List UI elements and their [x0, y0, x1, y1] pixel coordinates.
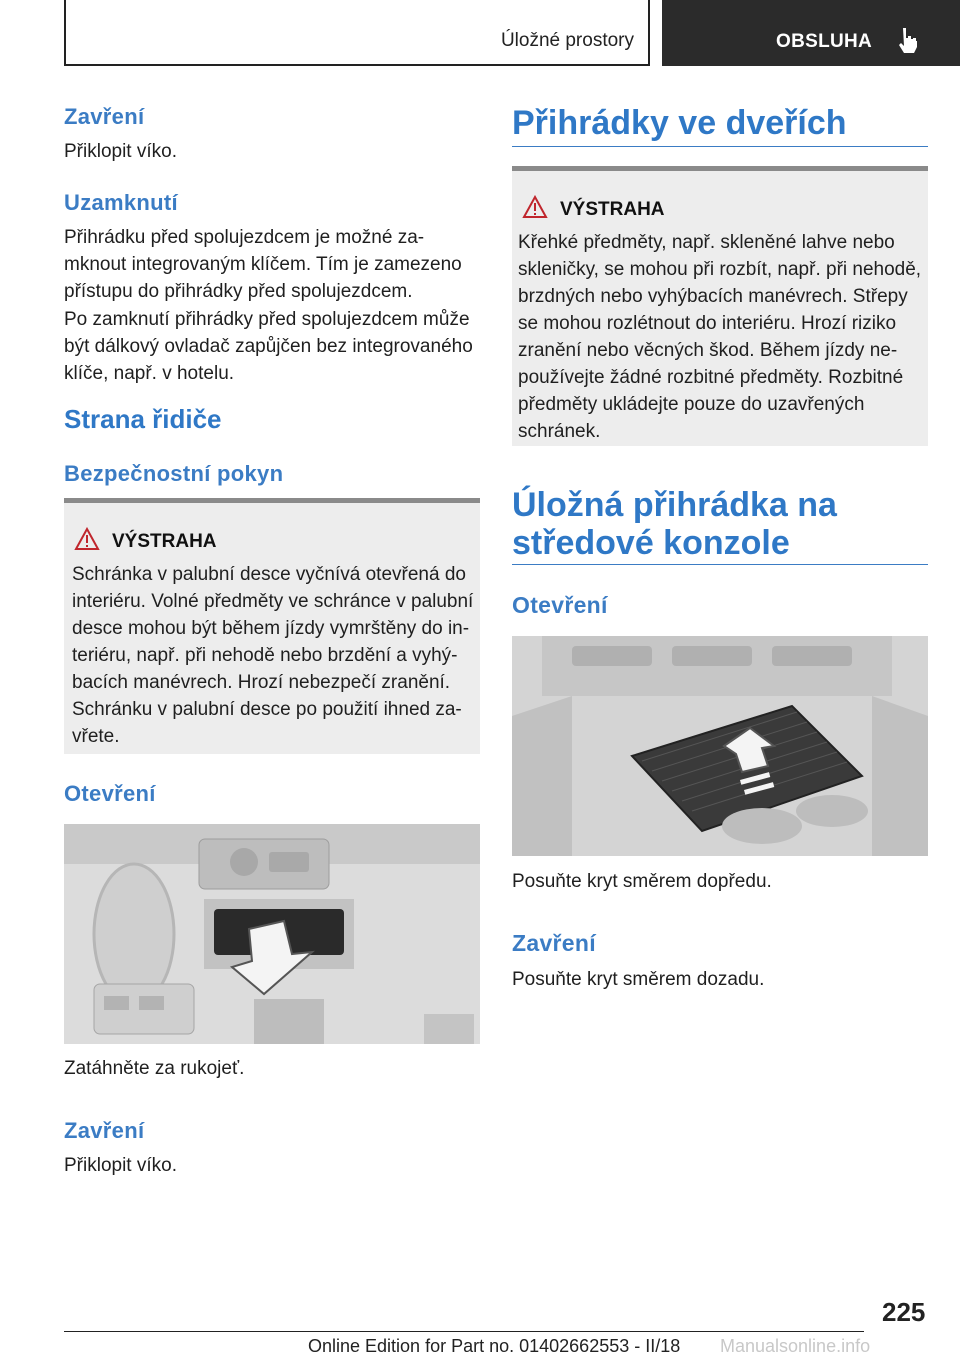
safety-note-heading: Bezpečnostní pokyn — [64, 461, 284, 486]
open-caption-left: Zatáhněte za rukojeť. — [64, 1058, 245, 1079]
footer-watermark: Manualsonline.info — [720, 1336, 871, 1356]
heading-rule-1 — [512, 146, 928, 147]
header-frame — [64, 0, 650, 66]
open-heading-left: Otevření — [64, 781, 156, 806]
close-heading-2: Zavření — [64, 1118, 145, 1143]
warning-triangle-icon — [522, 195, 548, 219]
warning-box-door — [512, 166, 928, 446]
driver-side-heading: Strana řidiče — [64, 404, 222, 434]
lock-paragraph-1: Přihrádku před spolujezdcem je možné za- mknout integrovaným klíčem. Tím je zamezeno přístupu do přihrádky před spolujezdcem. — [64, 227, 462, 302]
close-heading-1: Zavření — [64, 104, 145, 129]
glovebox-illustration — [64, 824, 480, 1044]
warning-title: VÝSTRAHA — [560, 199, 665, 220]
footer-edition: Online Edition for Part no. 01402662553 - II/18 — [308, 1336, 681, 1356]
center-console-illustration — [512, 636, 928, 856]
warning-triangle-icon — [74, 527, 100, 551]
glovebox-photo — [64, 824, 480, 1044]
lock-heading: Uzamknutí — [64, 190, 178, 215]
warning-title: VÝSTRAHA — [112, 531, 217, 552]
lock-paragraph-2: Po zamknutí přihrádky před spolujezdcem může být dálkový ovladač zapůjčen bez integrovaného klíče, např. v hotelu. — [64, 309, 473, 384]
page-number: 225 — [882, 1297, 926, 1327]
warning-box-glovebox — [64, 498, 480, 754]
header-chapter-label: OBSLUHA — [776, 31, 873, 52]
header-chapter-tab[interactable] — [662, 0, 960, 66]
close-text-1: Přiklopit víko. — [64, 141, 177, 162]
header-section-title: Úložné prostory — [500, 30, 634, 51]
center-console-photo — [512, 636, 928, 856]
heading-rule-2 — [512, 564, 928, 565]
warning-text: Schránka v palubní desce vyčnívá otevřená do interiéru. Volné předměty ve schránce v palubní desce mohou být během jízdy vymrštěny do in- teriéru, např. při nehodě nebo brzdění a vyhý- bacích manévrech. Hrozí nebezpečí zranění. Schránku v palubní desce po použití ihned za- vřete. — [72, 564, 474, 747]
close-heading-right: Zavření — [512, 930, 596, 956]
close-text-2: Přiklopit víko. — [64, 1155, 177, 1176]
open-caption-right: Posuňte kryt směrem dopředu. — [512, 871, 772, 892]
open-heading-right: Otevření — [512, 592, 608, 618]
close-caption-right: Posuňte kryt směrem dozadu. — [512, 969, 765, 990]
hand-pointer-icon — [894, 26, 922, 54]
center-console-heading: Úložná přihrádka na středové konzole — [512, 486, 837, 562]
footer-rule — [64, 1331, 864, 1332]
door-compartments-heading: Přihrádky ve dveřích — [512, 104, 847, 142]
warning-text: Křehké předměty, např. skleněné lahve nebo skleničky, se mohou při rozbít, např. při nehodě, brzdných nebo vyhýbacích manévrech. Střepy se mohou rozlétnout do interiéru. Hrozí riziko zranění nebo věcných škod. Během jízdy ne- používejte žádné rozbitné předměty. Rozbitné předměty ukládejte pouze do uzavřených schránek. — [518, 232, 922, 442]
